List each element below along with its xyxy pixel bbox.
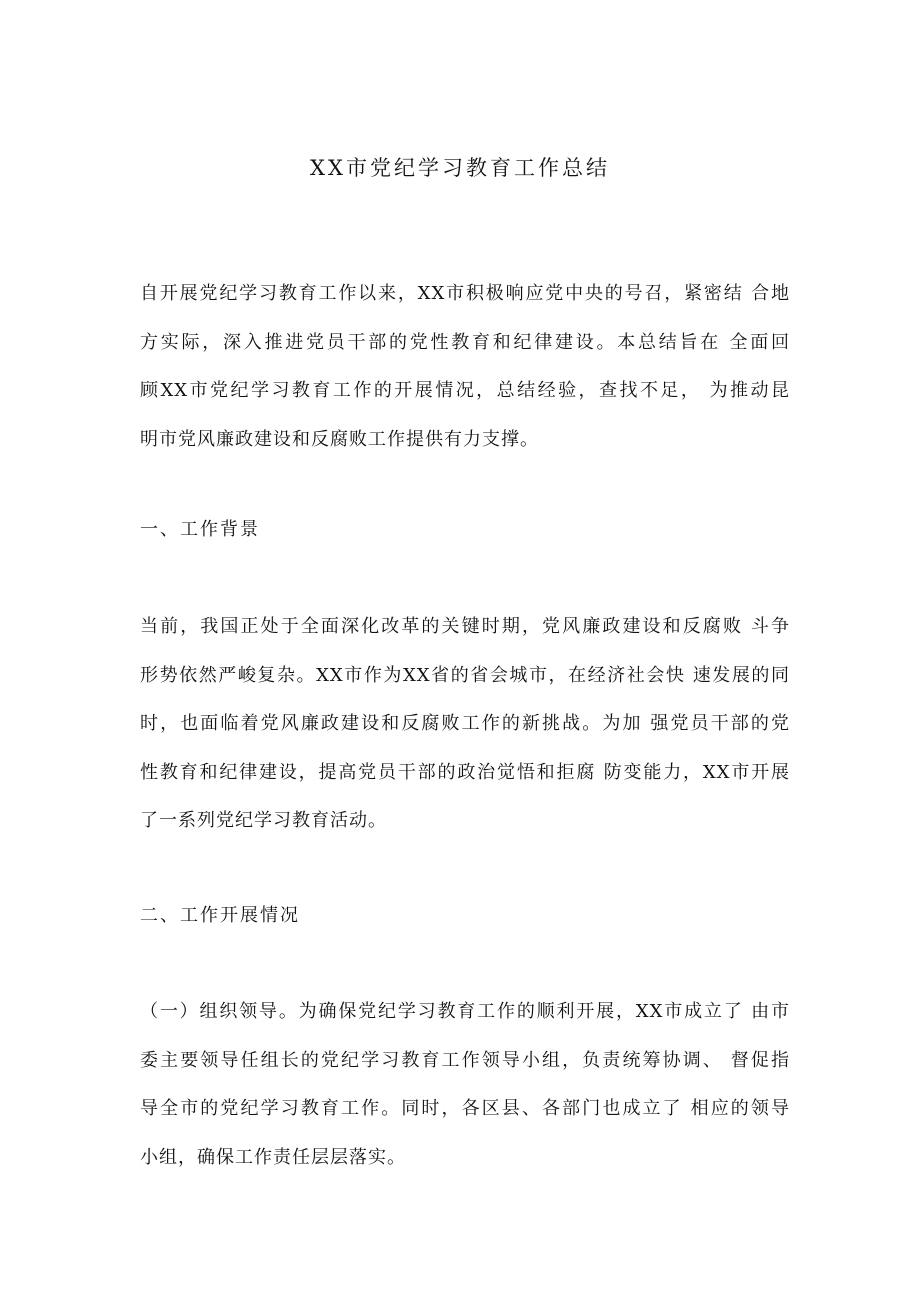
- background-line: 形势依然严峻复杂。XX市作为XX省的省会城市，在经济社会快 速发展的同: [140, 664, 790, 686]
- background-line: 了一系列党纪学习教育活动。: [140, 810, 387, 831]
- intro-paragraph: [140, 270, 790, 464]
- intro-line: 明市党风廉政建设和反腐败工作提供有力支撑。: [140, 428, 539, 450]
- background-paragraph: [140, 603, 790, 846]
- organization-paragraph: [140, 988, 790, 1182]
- intro-line: 自开展党纪学习教育工作以来，XX市积极响应党中央的号召，紧密结 合地: [140, 283, 790, 304]
- organization-line: 委主要领导任组长的党纪学习教育工作领导小组，负责统筹协调、 督促指: [140, 1049, 790, 1071]
- intro-line: 方实际，深入推进党员干部的党性教育和纪律建设。本总结旨在 全面回: [140, 331, 790, 353]
- section-heading-background: 一、工作背景: [140, 519, 260, 540]
- background-line: 当前，我国正处于全面深化改革的关键时期，党风廉政建设和反腐败 斗争: [140, 616, 790, 637]
- organization-line: 小组，确保工作责任层层落实。: [140, 1146, 406, 1168]
- section-heading-progress: 二、工作开展情况: [140, 905, 300, 926]
- background-line: 时，也面临着党风廉政建设和反腐败工作的新挑战。为加 强党员干部的党: [140, 713, 790, 734]
- background-line: 性教育和纪律建设，提高党员干部的政治觉悟和拒腐 防变能力，XX市开展: [140, 761, 790, 783]
- organization-line: （一）组织领导。为确保党纪学习教育工作的顺利开展，XX市成立了 由市: [140, 1001, 790, 1022]
- document-title: XX市党纪学习教育工作总结: [310, 156, 610, 180]
- intro-line: 顾XX市党纪学习教育工作的开展情况，总结经验，查找不足， 为推动昆: [140, 380, 790, 401]
- organization-line: 导全市的党纪学习教育工作。同时，各区县、各部门也成立了 相应的领导: [140, 1098, 790, 1119]
